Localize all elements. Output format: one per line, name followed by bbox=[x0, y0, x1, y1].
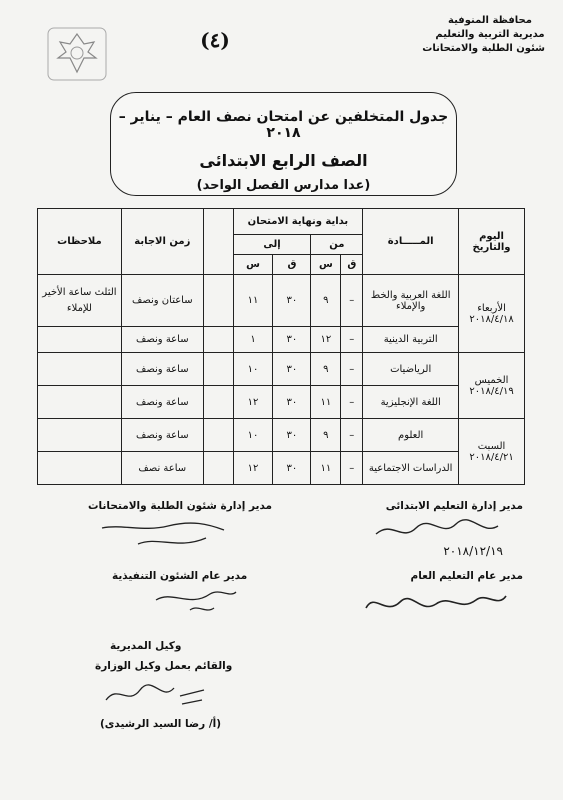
header-spacer bbox=[203, 209, 233, 275]
header-from: من bbox=[311, 235, 363, 255]
header-notes: ملاحظات bbox=[38, 209, 122, 275]
from-q-cell: – bbox=[341, 386, 363, 419]
eagle-emblem-icon bbox=[46, 26, 108, 82]
to-q-cell: ٣٠ bbox=[273, 386, 311, 419]
day-date: ٢٠١٨/٤/١٨ bbox=[469, 313, 514, 325]
header-to: إلى bbox=[233, 235, 311, 255]
header-exam-time: بداية ونهاية الامتحان bbox=[233, 209, 363, 235]
notes-cell bbox=[38, 452, 122, 485]
header-duration: زمن الاجابة bbox=[121, 209, 203, 275]
issuer-header bbox=[422, 14, 545, 56]
exam-schedule-table bbox=[37, 208, 525, 485]
notes-cell bbox=[38, 419, 122, 452]
directorate-label: مديرية التربية والتعليم bbox=[435, 29, 545, 40]
duration-cell: ساعة ونصف bbox=[121, 419, 203, 452]
to-q-cell: ٣٠ bbox=[273, 275, 311, 327]
primary-director-title: مدير إدارة التعليم الابتدائى bbox=[385, 500, 523, 512]
to-q-cell: ٣٠ bbox=[273, 327, 311, 353]
table-row bbox=[38, 452, 525, 485]
duration-cell: ساعة ونصف bbox=[121, 327, 203, 353]
to-q-cell: ٣٠ bbox=[273, 452, 311, 485]
day-name: الخميس bbox=[474, 374, 509, 386]
from-q-cell: – bbox=[341, 275, 363, 327]
from-s-cell: ٩ bbox=[311, 419, 341, 452]
from-s-cell: ٩ bbox=[311, 353, 341, 386]
from-q-cell: – bbox=[341, 452, 363, 485]
deputy-title: وكيل المديرية bbox=[110, 640, 182, 652]
subject-cell: العلوم bbox=[363, 419, 459, 452]
table-row bbox=[38, 386, 525, 419]
duration-cell: ساعة ونصف bbox=[121, 353, 203, 386]
primary-director-date: ٢٠١٨/١٢/١٩ bbox=[443, 544, 503, 558]
table-row bbox=[38, 419, 525, 452]
notes-cell bbox=[38, 327, 122, 353]
table-row bbox=[38, 353, 525, 386]
deputy-name: (أ/ رضا السيد الرشيدى) bbox=[100, 718, 222, 730]
subject-cell: الدراسات الاجتماعية bbox=[363, 452, 459, 485]
subject-cell: التربية الدينية bbox=[363, 327, 459, 353]
to-s-cell: ١٠ bbox=[233, 353, 273, 386]
deputy-signature-icon bbox=[100, 676, 210, 712]
executive-director-signature-icon bbox=[150, 584, 240, 618]
spacer-cell bbox=[203, 386, 233, 419]
spacer-cell bbox=[203, 275, 233, 327]
day-cell bbox=[459, 275, 525, 353]
header-subject: المـــــادة bbox=[363, 209, 459, 275]
to-s-cell: ١٢ bbox=[233, 452, 273, 485]
notes-cell bbox=[38, 386, 122, 419]
day-cell bbox=[459, 419, 525, 485]
to-s-cell: ١ bbox=[233, 327, 273, 353]
day-date: ٢٠١٨/٤/١٩ bbox=[469, 385, 514, 397]
table-row bbox=[38, 327, 525, 353]
executive-director-title: مدير عام الشئون التنفيذية bbox=[112, 570, 248, 582]
student-affairs-director-title: مدير إدارة شئون الطلبة والامتحانات bbox=[88, 500, 273, 512]
from-s-cell: ١١ bbox=[311, 386, 341, 419]
spacer-cell bbox=[203, 327, 233, 353]
to-q-cell: ٣٠ bbox=[273, 419, 311, 452]
duration-cell: ساعتان ونصف bbox=[121, 275, 203, 327]
from-s-cell: ١١ bbox=[311, 452, 341, 485]
day-cell bbox=[459, 353, 525, 419]
grade-title: الصف الرابع الابتدائى bbox=[199, 151, 368, 170]
exclusion-note: (عدا مدارس الفصل الواحد) bbox=[196, 178, 371, 193]
department-label: شئون الطلبة والامتحانات bbox=[422, 43, 545, 54]
subject-cell: الرياضيات bbox=[363, 353, 459, 386]
notes-cell: الثلث ساعة الأخير للإملاء bbox=[38, 275, 122, 327]
from-q-cell: – bbox=[341, 419, 363, 452]
page-number: (٤) bbox=[200, 28, 230, 52]
spacer-cell bbox=[203, 419, 233, 452]
day-name: الأربعاء bbox=[477, 302, 506, 314]
document-title: جدول المتخلفين عن امتحان نصف العام – يناير – ٢٠١٨ bbox=[118, 109, 449, 141]
duration-cell: ساعة ونصف bbox=[121, 386, 203, 419]
to-s-cell: ١١ bbox=[233, 275, 273, 327]
governorate-label: محافظة المنوفية bbox=[448, 15, 532, 26]
header-to-s: س bbox=[233, 255, 273, 275]
from-s-cell: ١٢ bbox=[311, 327, 341, 353]
from-q-cell: – bbox=[341, 327, 363, 353]
subject-cell: اللغة العربية والخط والإملاء bbox=[363, 275, 459, 327]
student-affairs-signature-icon bbox=[98, 514, 228, 554]
general-director-signature-icon bbox=[360, 586, 510, 620]
from-s-cell: ٩ bbox=[311, 275, 341, 327]
header-from-s: س bbox=[311, 255, 341, 275]
title-box bbox=[110, 92, 457, 196]
primary-director-signature-icon bbox=[372, 514, 502, 544]
header-day: اليوم والتاريخ bbox=[459, 209, 525, 275]
subject-cell: اللغة الإنجليزية bbox=[363, 386, 459, 419]
general-director-title: مدير عام التعليم العام bbox=[410, 570, 523, 582]
spacer-cell bbox=[203, 353, 233, 386]
deputy-acting-title: والقائم بعمل وكيل الوزارة bbox=[95, 660, 233, 672]
header-to-q: ق bbox=[273, 255, 311, 275]
header-from-q: ق bbox=[341, 255, 363, 275]
day-date: ٢٠١٨/٤/٢١ bbox=[469, 451, 514, 463]
to-q-cell: ٣٠ bbox=[273, 353, 311, 386]
to-s-cell: ١٢ bbox=[233, 386, 273, 419]
from-q-cell: – bbox=[341, 353, 363, 386]
spacer-cell bbox=[203, 452, 233, 485]
notes-cell bbox=[38, 353, 122, 386]
to-s-cell: ١٠ bbox=[233, 419, 273, 452]
table-row bbox=[38, 275, 525, 327]
day-name: السبت bbox=[477, 440, 506, 452]
duration-cell: ساعة نصف bbox=[121, 452, 203, 485]
